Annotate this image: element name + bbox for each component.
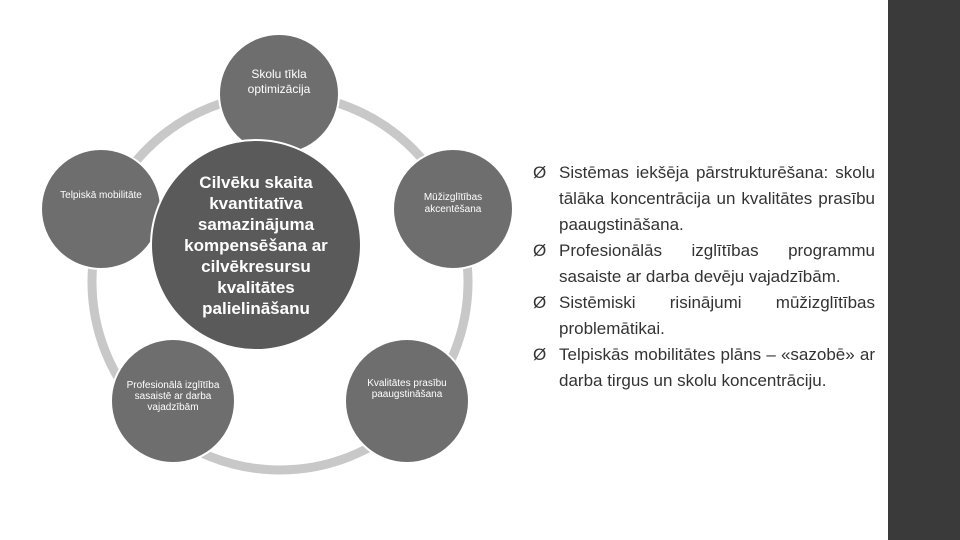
side-bar — [888, 0, 960, 540]
node-label: Telpiskā mobilitāte — [60, 190, 142, 201]
bullet-text: Sistēmiski risinājumi mūžizglītības problemātikai. — [559, 293, 875, 338]
node-label: Mūžizglītības akcentēšana — [423, 192, 483, 215]
bullet-item — [533, 342, 875, 394]
bullet-item — [533, 290, 875, 342]
bullet-item — [533, 238, 875, 290]
bullet-list — [533, 160, 875, 394]
node-spatial-mobility — [40, 148, 162, 270]
node-quality-requirements — [344, 338, 470, 464]
bullet-text: Telpiskās mobilitātes plāns – «sazobē» ar darba tirgus un skolu koncentrāciju. — [559, 345, 875, 390]
node-label: Profesionālā izglītība sasaistē ar darba vajadzībām — [126, 380, 220, 413]
bullet-text: Profesionālās izglītības programmu sasaiste ar darba devēju vajadzībām. — [559, 241, 875, 286]
center-label: Cilvēku skaita kvantitatīva samazinājuma kompensēšana ar cilvēkresursu kvalitātes palielināšanu — [184, 172, 328, 318]
bullet-text: Sistēmas iekšēja pārstrukturēšana: skolu tālāka koncentrācija un kvalitātes prasību paaugstināšana. — [559, 163, 875, 234]
node-label: Kvalitātes prasību paaugstināšana — [367, 378, 447, 400]
arrow-bullet-icon: Ø — [533, 345, 547, 364]
node-label: Skolu tīkla optimizācija — [247, 67, 311, 96]
bullet-item — [533, 160, 875, 238]
center-node — [150, 139, 362, 351]
node-lifelong-learning — [392, 148, 514, 270]
node-vocational-education — [110, 338, 236, 464]
arrow-bullet-icon: Ø — [533, 241, 547, 260]
arrow-bullet-icon: Ø — [533, 293, 547, 312]
node-school-network-optimization — [218, 33, 340, 155]
arrow-bullet-icon: Ø — [533, 163, 547, 182]
